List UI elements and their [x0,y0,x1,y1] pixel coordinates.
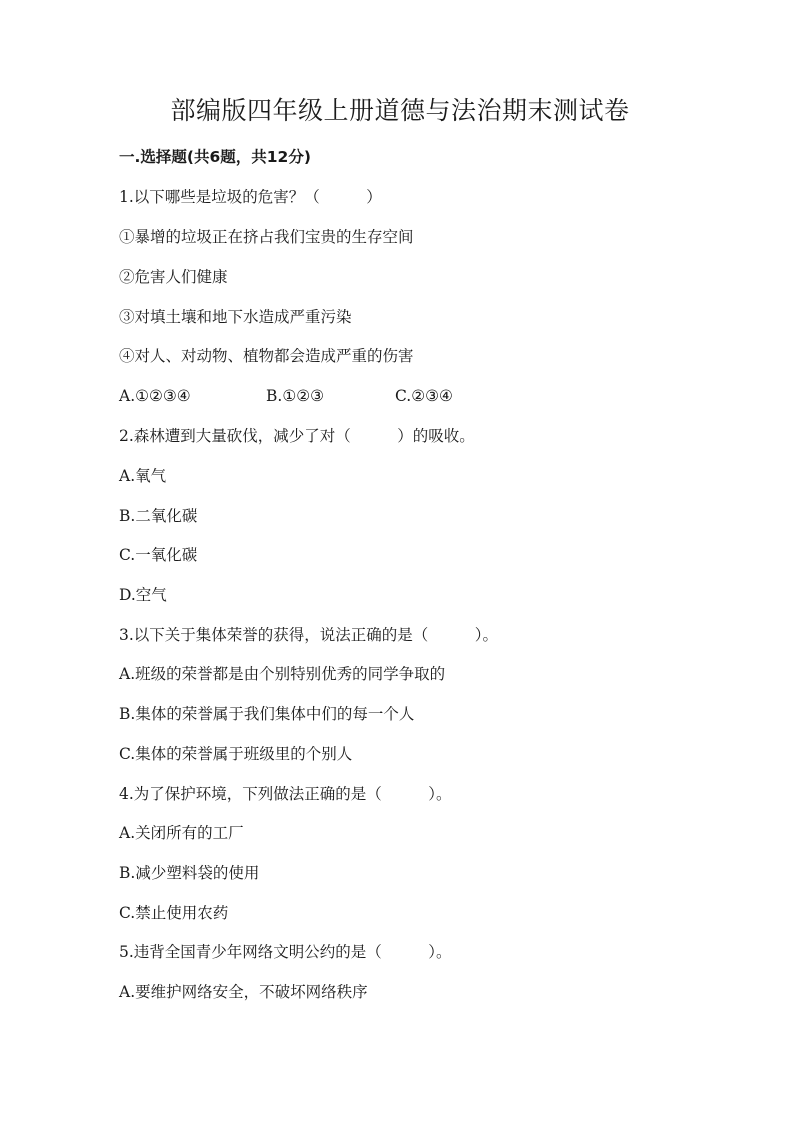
section-heading: 一.选择题(共6题，共12分) [119,148,311,166]
question-1-stem: 1.以下哪些是垃圾的危害？（ ） [119,188,382,206]
question-3-option-b: B.集体的荣誉属于我们集体中们的每一个人 [119,705,415,723]
question-1-option-a: A.①②③④ [119,387,191,405]
question-3-stem: 3.以下关于集体荣誉的获得，说法正确的是（ ）。 [119,626,499,644]
question-4-option-c: C.禁止使用农药 [119,904,229,922]
question-1-statement-4: ④对人、对动物、植物都会造成严重的伤害 [119,347,414,365]
question-2-stem: 2.森林遭到大量砍伐，减少了对（ ）的吸收。 [119,427,475,445]
question-2-option-a: A.氧气 [119,467,167,485]
question-1-options [119,384,679,408]
question-3-option-c: C.集体的荣誉属于班级里的个别人 [119,745,353,763]
question-1-statement-3: ③对填土壤和地下水造成严重污染 [119,308,352,326]
question-1-statement-1: ①暴增的垃圾正在挤占我们宝贵的生存空间 [119,228,414,246]
question-2-option-d: D.空气 [119,586,167,604]
question-1-option-b: B.①②③ [266,387,325,405]
question-4-option-b: B.减少塑料袋的使用 [119,864,260,882]
question-2-option-b: B.二氧化碳 [119,507,198,525]
page-title: 部编版四年级上册道德与法治期末测试卷 [170,96,630,125]
question-4-stem: 4.为了保护环境，下列做法正确的是（ ）。 [119,785,452,803]
question-5-option-a: A.要维护网络安全，不破坏网络秩序 [119,983,368,1001]
question-3-option-a: A.班级的荣誉都是由个别特别优秀的同学争取的 [119,665,446,683]
question-2-option-c: C.一氧化碳 [119,546,198,564]
question-5-stem: 5.违背全国青少年网络文明公约的是（ ）。 [119,943,452,961]
question-1-statement-2: ②危害人们健康 [119,268,228,286]
question-4-option-a: A.关闭所有的工厂 [119,824,244,842]
question-1-option-c: C.②③④ [395,387,453,405]
